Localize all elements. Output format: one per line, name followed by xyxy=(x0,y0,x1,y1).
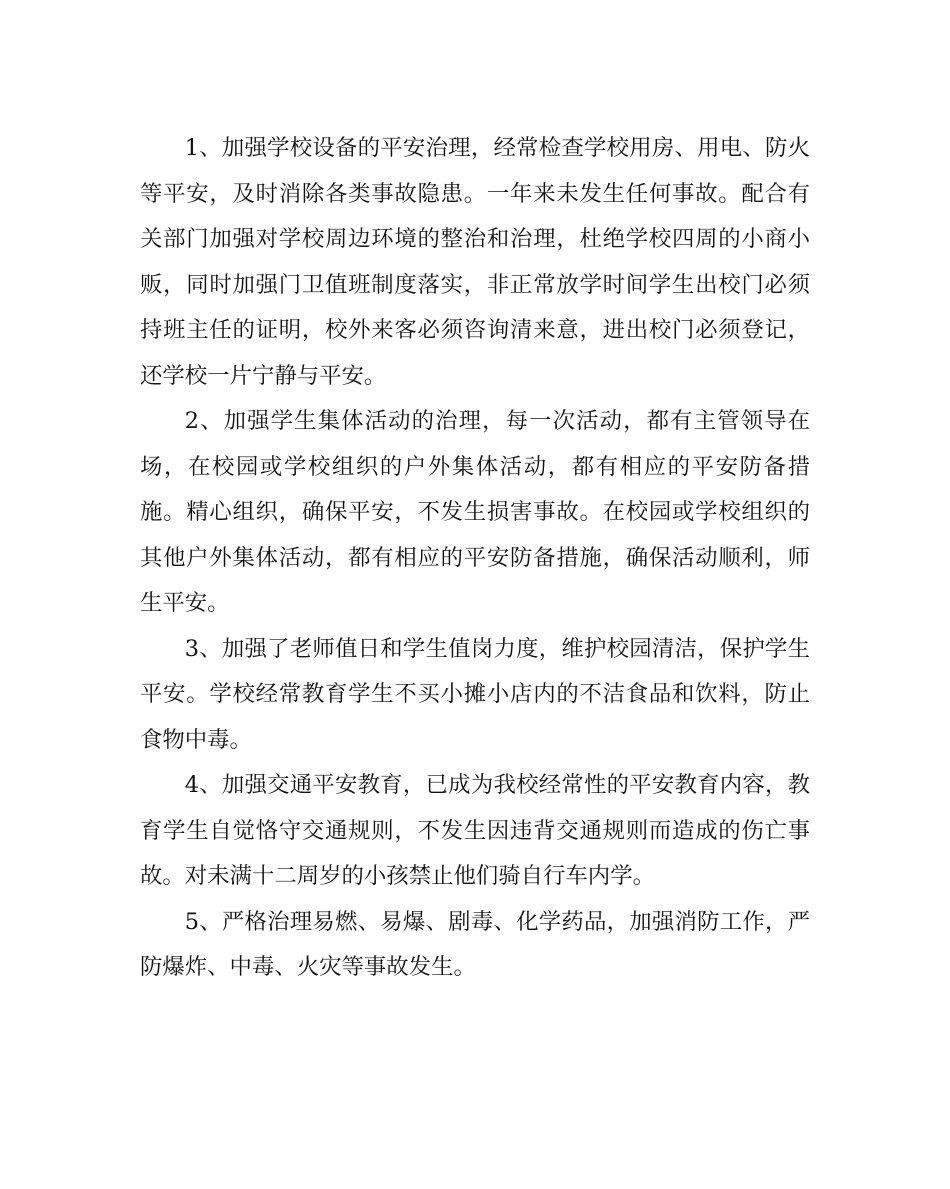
paragraph-2: 2、加强学生集体活动的治理，每一次活动，都有主管领导在场，在校园或学校组织的户外集体活动，都有相应的平安防备措施。精心组织，确保平安，不发生损害事故。在校园或学校组织的其他户外集体活动，都有相应的平安防备措施，确保活动顺利，师生平安。 xyxy=(140,408,810,616)
paragraph-3: 3、加强了老师值日和学生值岗力度，维护校园清洁，保护学生平安。学校经常教育学生不买小摊小店内的不洁食品和饮料，防止食物中毒。 xyxy=(140,635,810,753)
document-body xyxy=(140,126,810,991)
paragraph-5: 5、严格治理易燃、易爆、剧毒、化学药品，加强消防工作，严防爆炸、中毒、火灾等事故发生。 xyxy=(140,908,810,980)
paragraph-4: 4、加强交通平安教育，已成为我校经常性的平安教育内容，教育学生自觉恪守交通规则，不发生因违背交通规则而造成的伤亡事故。对未满十二周岁的小孩禁止他们骑自行车内学。 xyxy=(140,772,810,889)
paragraph-1: 1、加强学校设备的平安治理，经常检查学校用房、用电、防火等平安，及时消除各类事故隐患。一年来未发生任何事故。配合有关部门加强对学校周边环境的整治和治理，杜绝学校四周的小商小贩，同时加强门卫值班制度落实，非正常放学时间学生出校门必须持班主任的证明，校外来客必须咨询清来意，进出校门必须登记，还学校一片宁静与平安。 xyxy=(140,135,810,389)
